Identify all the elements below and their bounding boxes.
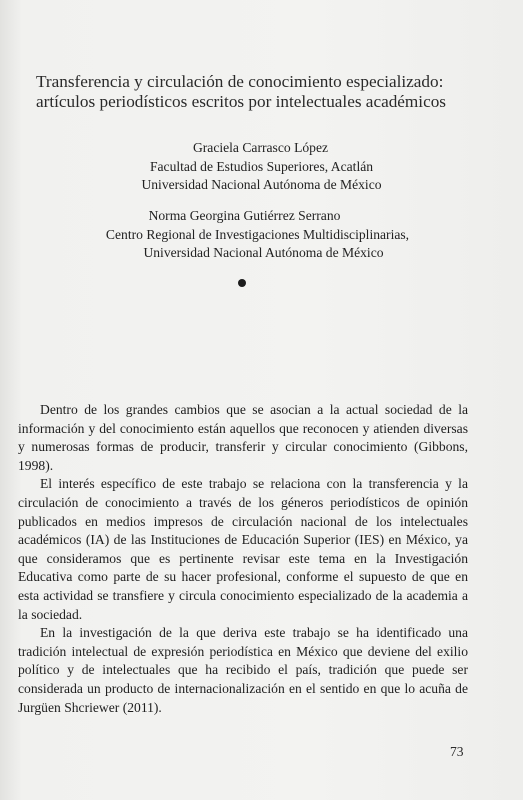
- author-university: Universidad Nacional Autónoma de México: [143, 245, 384, 260]
- chapter-title-line-1: Transferencia y circulación de conocimiento especializado:: [36, 72, 444, 91]
- author-block-2: [0, 207, 523, 263]
- author-name: Graciela Carrasco López: [192, 140, 329, 155]
- chapter-title: [36, 72, 476, 112]
- author-block-1: [0, 139, 523, 195]
- chapter-title-line-2: artículos periodísticos escritos por intelectuales académicos: [36, 92, 446, 111]
- separator-bullet-icon: [238, 279, 246, 287]
- author-affiliation: Facultad de Estudios Superiores, Acatlán: [149, 158, 374, 174]
- paragraph: El interés específico de este trabajo se relaciona con la transferencia y la circulación de conocimiento a través de los géneros periodísticos de opinión publicados en medios impresos de circulación nacional de los intelectuales académicos (IA) de las Instituciones de Educación Superior (IES) en México, ya que consideramos que es pertinente revisar este tema en la Investigación Educativa como parte de su hacer profesional, conforme el supuesto de que en esta actividad se transfiere y circula conocimiento especializado de la academia a la sociedad.: [18, 476, 468, 622]
- paragraph: Dentro de los grandes cambios que se asocian a la actual sociedad de la información y del conocimiento están aquellos que reconocen y atienden diversas y numerosas formas de producir, transferir y circular conocimiento (Gibbons, 1998).: [18, 402, 468, 473]
- author-affiliation: Centro Regional de Investigaciones Multidisciplinarias,: [105, 226, 410, 242]
- author-name: Norma Georgina Gutiérrez Serrano: [148, 208, 341, 223]
- page-number: 73: [450, 744, 464, 759]
- body-text: [18, 401, 468, 717]
- author-university: Universidad Nacional Autónoma de México: [141, 177, 382, 192]
- paragraph: En la investigación de la que deriva este trabajo se ha identificado una tradición intelectual de expresión periodística en México que deviene del exilio político y de intelectuales que ha recibido el país, tradición que puede ser considerada un producto de internacionalización en el sentido en que lo acuña de Jurgüen Shcriewer (2011).: [18, 625, 468, 715]
